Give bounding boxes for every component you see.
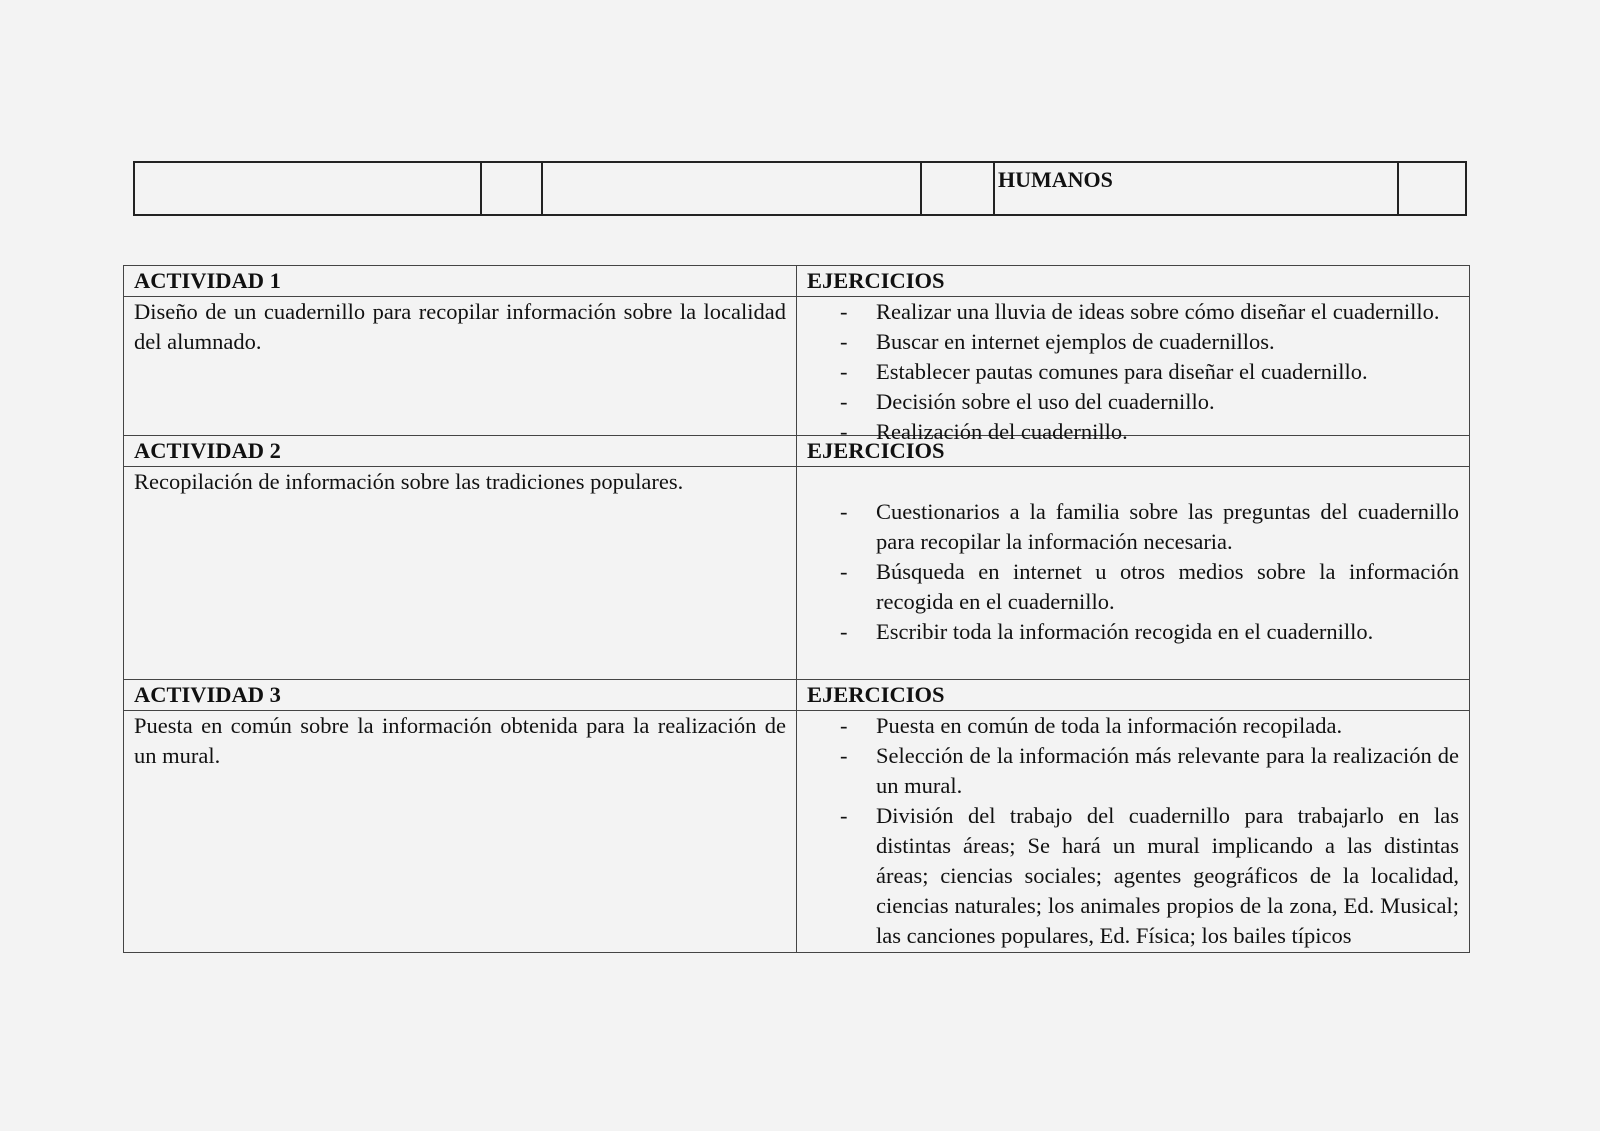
activity-3-body-row [124,710,1469,952]
header-cell-4 [922,163,995,214]
header-cell-humanos: HUMANOS [995,163,1399,214]
activity-description: Diseño de un cuadernillo para recopilar información sobre la localidad del alumnado. [124,297,797,435]
activity-title: ACTIVIDAD 3 [124,680,797,710]
exercises-header: EJERCICIOS [807,438,945,463]
activity-2-body-row [124,466,1469,679]
header-cell-2 [482,163,543,214]
header-cell-1 [135,163,482,214]
exercise-list [797,711,1469,952]
exercise-item: - Selección de la información más relevante para la realización de un mural. [807,741,1459,801]
exercise-item: - Decisión sobre el uso del cuadernillo. [807,387,1459,417]
header-cell-3 [543,163,922,214]
activity-title: ACTIVIDAD 1 [124,266,797,296]
header-cell-6 [1399,163,1465,214]
exercise-item: - Realizar una lluvia de ideas sobre cómo diseñar el cuadernillo. [807,297,1459,327]
activities-table [123,265,1470,953]
activity-title: ACTIVIDAD 2 [124,436,797,466]
exercise-item: - Establecer pautas comunes para diseñar el cuadernillo. [807,357,1459,387]
activity-description: Recopilación de información sobre las tradiciones populares. [124,467,797,679]
activity-3-header-row [124,679,1469,710]
exercise-item: - Búsqueda en internet u otros medios sobre la información recogida en el cuadernillo. [807,557,1459,617]
exercise-item: - Cuestionarios a la familia sobre las preguntas del cuadernillo para recopilar la información necesaria. [807,497,1459,557]
activity-1-header-row [124,266,1469,296]
exercise-item: - Puesta en común de toda la información recopilada. [807,711,1459,741]
activity-description: Puesta en común sobre la información obtenida para la realización de un mural. [124,711,797,952]
exercise-list [797,297,1469,444]
activity-1-body-row [124,296,1469,444]
exercise-item: - Escribir toda la información recogida en el cuadernillo. [807,617,1459,647]
exercise-list [797,467,1469,679]
header-table [133,161,1467,216]
exercise-item: - División del trabajo del cuadernillo para trabajarlo en las distintas áreas; Se hará un mural implicando a las distintas áreas; ciencias sociales; agentes geográficos de la localidad, ciencias naturales; los animales propios de la zona, Ed. Musical; las canciones populares, Ed. Física; los bailes típicos [807,801,1459,951]
exercise-item: - Realización del cuadernillo. [807,417,1459,447]
exercises-header: EJERCICIOS [807,682,945,707]
exercises-header: EJERCICIOS [807,268,945,293]
exercise-item: - Buscar en internet ejemplos de cuadernillos. [807,327,1459,357]
